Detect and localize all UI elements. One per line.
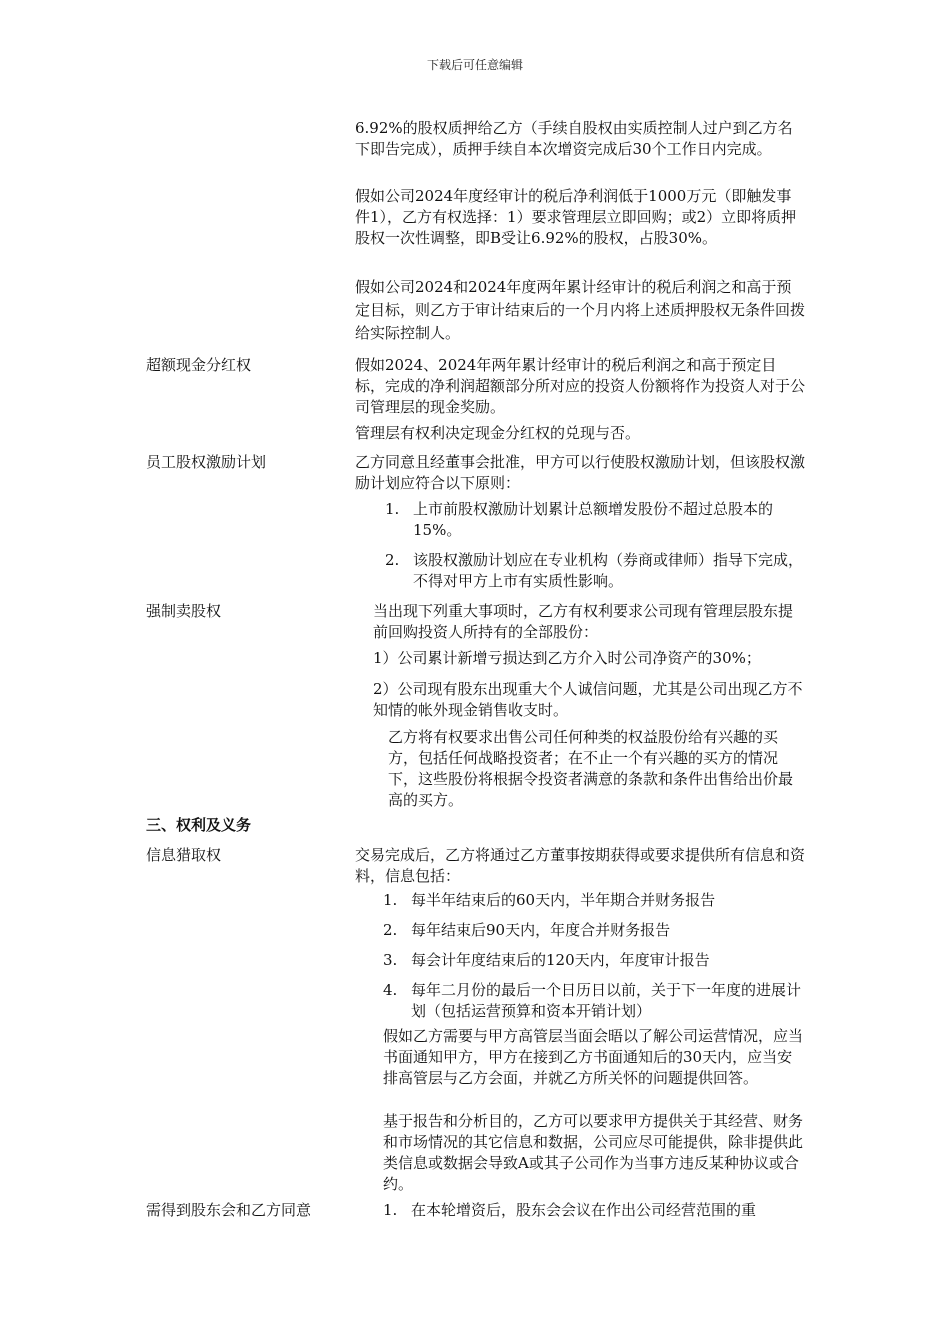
buyback-intro-paragraph: 当出现下列重大事项时，乙方有权利要求公司现有管理层股东提前回购投资人所持有的全部股份：	[373, 602, 794, 641]
buyback-condition-2: 2）公司现有股东出现重大个人诚信问题，尤其是公司出现乙方不知情的帐外现金销售收支时。	[373, 680, 803, 719]
buyback-condition-1: 1）公司累计新增亏损达到乙方介入时公司净资产的30%；	[373, 649, 761, 667]
management-meeting-paragraph: 假如乙方需要与甲方高管层当面会晤以了解公司运营情况，应当书面通知甲方，甲方在接到乙方书面通知后的30天内，应当安排高管层与乙方会面，并就乙方所关怀的问题提供回答。	[383, 1027, 804, 1087]
list-item: 2. 每年结束后90天内，年度合并财务报告	[383, 921, 671, 939]
list-item: 1. 上市前股权激励计划累计总额增发股份不超过总股本的15%。	[385, 500, 774, 539]
term-employee-incentive: 员工股权激励计划	[146, 453, 267, 471]
term-excess-dividend: 超额现金分红权	[146, 356, 252, 374]
term-information-right: 信息猎取权	[146, 846, 222, 864]
pledge-paragraph: 6.92%的股权质押给乙方（手续自股权由实质控制人过户到乙方名下即告完成），质押手续自本次增资完成后30个工作日内完成。	[355, 119, 793, 158]
term-shareholder-consent: 需得到股东会和乙方同意	[146, 1201, 312, 1219]
page-header: 下载后可任意编辑	[426, 58, 523, 72]
list-item: 2. 该股权激励计划应在专业机构（券商或律师）指导下完成，不得对甲方上市有实质性影响。	[385, 551, 804, 590]
list-item: 3. 每会计年度结束后的120天内，年度审计报告	[383, 951, 710, 969]
term-drag-along: 强制卖股权	[146, 602, 222, 620]
additional-info-paragraph: 基于报告和分析目的，乙方可以要求甲方提供关于其经营、财务和市场情况的其它信息和数据，公司应尽可能提供，除非提供此类信息或数据会导致A或其子公司作为当事方违反某种协议或合约。	[383, 1112, 804, 1193]
trigger-event-paragraph: 假如公司2024年度经审计的税后净利润低于1000万元（即触发事件1），乙方有权选择：1）要求管理层立即回购；或2）立即将质押股权一次性调整，即B受让6.92%的股权，占股30%。	[355, 187, 797, 247]
pledge-release-paragraph: 假如公司2024和2024年度两年累计经审计的税后利润之和高于预定目标，则乙方于审计结束后的一个月内将上述质押股权无条件回拨给实际控制人。	[355, 278, 806, 342]
dividend-decision-paragraph: 管理层有权利决定现金分红权的兑现与否。	[355, 424, 641, 442]
esop-intro-paragraph: 乙方同意且经董事会批准，甲方可以行使股权激励计划，但该股权激励计划应符合以下原则：	[355, 453, 806, 492]
list-item: 1. 在本轮增资后，股东会会议在作出公司经营范围的重	[383, 1201, 757, 1219]
info-intro-paragraph: 交易完成后，乙方将通过乙方董事按期获得或要求提供所有信息和资料，信息包括：	[355, 846, 806, 885]
list-item: 1. 每半年结束后的60天内，半年期合并财务报告	[383, 891, 716, 909]
excess-dividend-paragraph: 假如2024、2024年两年累计经审计的税后利润之和高于预定目标，完成的净利润超额部分所对应的投资人份额将作为投资人对于公司管理层的现金奖励。	[355, 356, 806, 416]
drag-along-paragraph: 乙方将有权要求出售公司任何种类的权益股份给有兴趣的买方，包括任何战略投资者；在不止一个有兴趣的买方的情况下，这些股份将根据令投资者满意的条款和条件出售给出价最高的买方。	[388, 728, 794, 809]
section-heading-rights: 三、权利及义务	[146, 816, 252, 834]
list-item: 4. 每年二月份的最后一个日历日以前，关于下一年度的进展计划（包括运营预算和资本开销计划）	[383, 981, 802, 1020]
